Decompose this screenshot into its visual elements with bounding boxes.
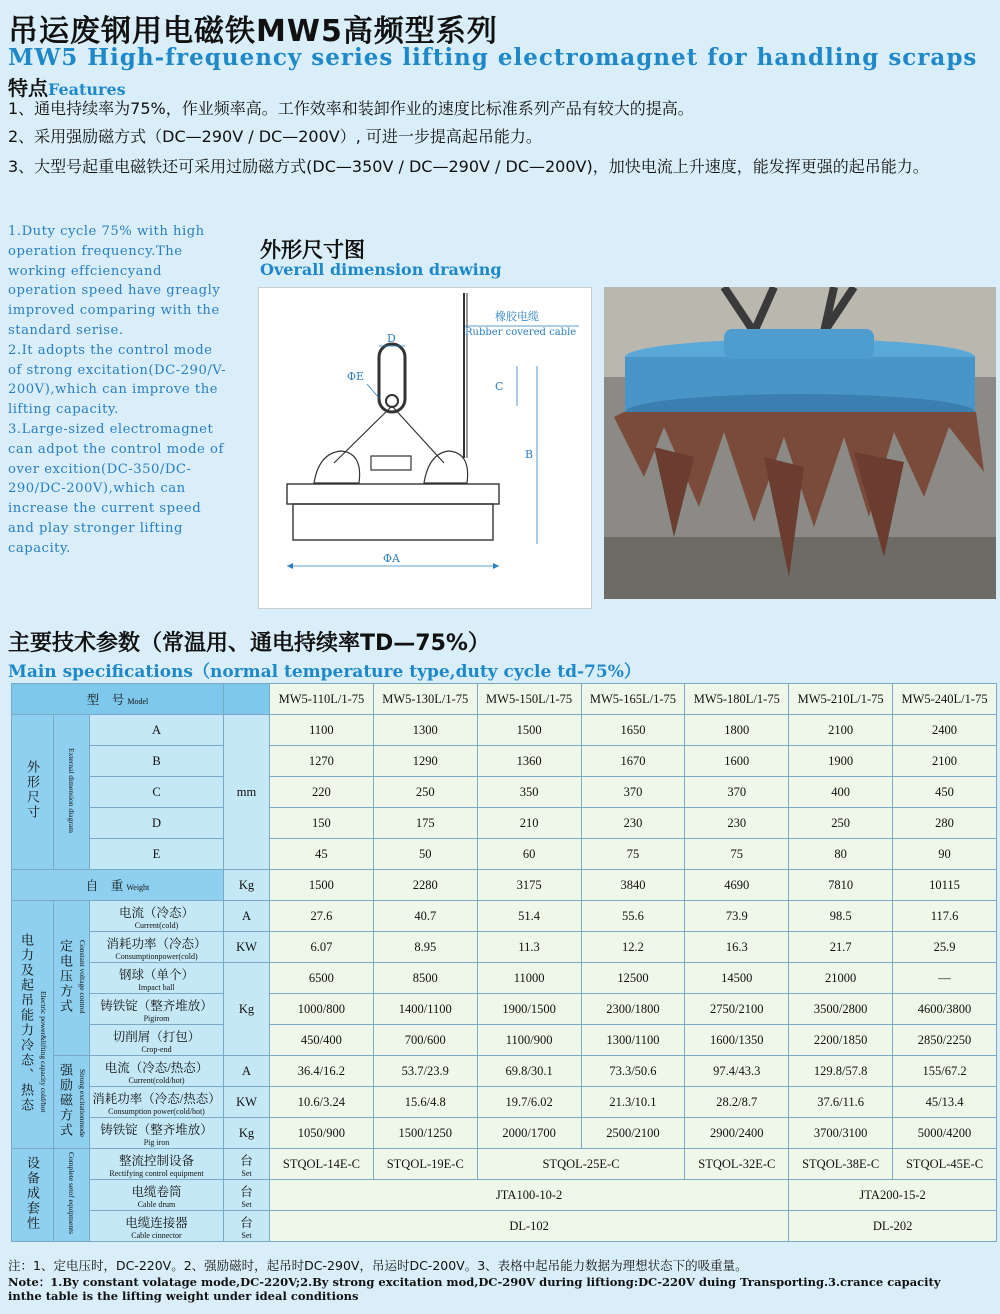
feature-item: 2、采用强励磁方式（DC—290V / DC—200V）, 可进一步提高起吊能力。	[8, 127, 542, 146]
table-cell: STQOL-32E-C	[685, 1149, 789, 1180]
row-unit-cn: 台	[240, 1184, 253, 1199]
power-group-label	[12, 901, 54, 1149]
feature-en-item: 2.It adopts the control mode of strong excitation(DC-290/V-200V),which can improve the lifting capacity.	[8, 342, 227, 418]
table-cell: 230	[581, 808, 685, 839]
row-unit-en: Set	[241, 1199, 252, 1209]
row-label	[90, 994, 224, 1025]
table-cell: 1500	[270, 870, 374, 901]
model-cell: MW5-150L/1-75	[477, 684, 581, 715]
table-cell: —	[893, 963, 997, 994]
row-label-cn: 电缆卷筒	[131, 1184, 182, 1199]
drawing-title-cn: 外形尺寸图	[260, 238, 365, 262]
table-cell: 80	[789, 839, 893, 870]
table-cell: 1600/1350	[685, 1025, 789, 1056]
dimension-drawing-svg	[259, 288, 591, 608]
table-cell: 210	[477, 808, 581, 839]
table-cell: 53.7/23.9	[373, 1056, 477, 1087]
row-label-cn: 消耗功率（冷态）	[106, 936, 207, 951]
table-cell: 117.6	[893, 901, 997, 932]
model-cell: MW5-110L/1-75	[270, 684, 374, 715]
table-cell: 10.6/3.24	[270, 1087, 374, 1118]
dim-unit: mm	[224, 715, 270, 870]
feature-en-item: 1.Duty cycle 75% with high operation frequency.The working effciencyand operation speed have greagly improved comparing with the standard serise.	[8, 224, 221, 338]
row-label-en: Current(cold/hot)	[128, 1075, 185, 1085]
table-cell: 2200/1850	[789, 1025, 893, 1056]
table-cell: 10115	[893, 870, 997, 901]
table-cell: 1670	[581, 746, 685, 777]
eq-group-en: Complete setof equipments	[67, 1151, 76, 1235]
table-cell: 2850/2250	[893, 1025, 997, 1056]
row-label-cn: 整流控制设备	[118, 1153, 194, 1168]
row-label	[90, 1056, 224, 1087]
model-header	[12, 684, 224, 715]
feature-item: 3、大型号起重电磁铁还可采用过励磁方式(DC—350V / DC—290V / DC—200V)，加快电流上升速度，能发挥更强的起吊能力。	[8, 157, 929, 176]
table-header-row	[12, 684, 997, 715]
table-cell: 1290	[373, 746, 477, 777]
table-cell: 36.4/16.2	[270, 1056, 374, 1087]
dim-label-b: B	[525, 448, 534, 461]
weight-unit: Kg	[224, 870, 270, 901]
table-cell: STQOL-38E-C	[789, 1149, 893, 1180]
specs-title-en: Main specifications（normal temperature type,duty cycle td-75%）	[8, 662, 641, 682]
table-cell: 230	[685, 808, 789, 839]
table-cell: 11000	[477, 963, 581, 994]
weight-label	[12, 870, 224, 901]
feature-en-item: 3.Large-sized electromagnet can adpot the control mode of over excition(DC-350/DC-290/DC-200V),which can increase the current speed and play stronger lifting capacity.	[8, 421, 224, 556]
table-cell: DL-202	[789, 1211, 997, 1242]
table-cell: 21000	[789, 963, 893, 994]
table-cell: 28.2/8.7	[685, 1087, 789, 1118]
table-cell: 55.6	[581, 901, 685, 932]
model-cell: MW5-240L/1-75	[893, 684, 997, 715]
table-cell: 250	[789, 808, 893, 839]
se-group-cn: 强励磁方式	[57, 1062, 73, 1138]
table-row	[12, 777, 997, 808]
table-cell: 75	[685, 839, 789, 870]
row-label	[90, 1025, 224, 1056]
model-cell: MW5-165L/1-75	[581, 684, 685, 715]
table-cell: 14500	[685, 963, 789, 994]
row-label-cn: 消耗功率（冷态/热态）	[92, 1091, 221, 1106]
table-cell: 400	[789, 777, 893, 808]
table-cell: 155/67.2	[893, 1056, 997, 1087]
row-unit-en: Set	[241, 1168, 252, 1178]
unit-header	[224, 684, 270, 715]
weight-label-cn: 自 重	[85, 879, 124, 893]
dim-label: D	[90, 808, 224, 839]
dim-group-cn: 外形尺寸	[25, 760, 40, 820]
table-cell: 15.6/4.8	[373, 1087, 477, 1118]
features-heading	[8, 72, 126, 101]
table-cell: 45	[270, 839, 374, 870]
table-cell: 2100	[789, 715, 893, 746]
row-label	[90, 932, 224, 963]
table-cell: 37.6/11.6	[789, 1087, 893, 1118]
row-label-en: Pig iron	[143, 1137, 170, 1147]
table-row	[12, 1118, 997, 1149]
table-row	[12, 1180, 997, 1211]
dim-label: C	[90, 777, 224, 808]
table-cell: 69.8/30.1	[477, 1056, 581, 1087]
table-row	[12, 1087, 997, 1118]
page-subtitle: MW5 High-frequency series lifting electromagnet for handling scraps	[8, 44, 978, 71]
table-cell: 45/13.4	[893, 1087, 997, 1118]
product-photo-svg	[604, 287, 996, 599]
table-cell: 21.3/10.1	[581, 1087, 685, 1118]
dimension-drawing	[258, 287, 592, 609]
drawing-title-en: Overall dimension drawing	[260, 260, 502, 279]
table-cell: 5000/4200	[893, 1118, 997, 1149]
eq-group-label	[12, 1149, 54, 1242]
row-label-cn: 铸铁锭（整齐堆放）	[100, 998, 213, 1013]
features-english	[8, 222, 230, 559]
table-cell: 250	[373, 777, 477, 808]
table-cell: 1050/900	[270, 1118, 374, 1149]
row-label-en: Current(cold)	[134, 920, 179, 930]
table-cell: 2900/2400	[685, 1118, 789, 1149]
table-cell: 1900	[789, 746, 893, 777]
table-cell: 350	[477, 777, 581, 808]
table-cell: STQOL-19E-C	[373, 1149, 477, 1180]
note-en: Note：1.By constant volatage mode,DC-220V;2.By strong excitation mod,DC-290V during liftiong:DC-220V duing Transporting.3.crance capacity inthe table is the lifting weight under ideal conditions	[8, 1275, 941, 1303]
table-cell: 6500	[270, 963, 374, 994]
product-photo	[604, 287, 996, 599]
table-row	[12, 808, 997, 839]
table-cell: 1650	[581, 715, 685, 746]
table-cell: STQOL-45E-C	[893, 1149, 997, 1180]
table-cell: 6.07	[270, 932, 374, 963]
table-cell: 280	[893, 808, 997, 839]
row-label	[90, 901, 224, 932]
row-label	[90, 1087, 224, 1118]
table-row	[12, 870, 997, 901]
table-cell: 21.7	[789, 932, 893, 963]
model-cell: MW5-210L/1-75	[789, 684, 893, 715]
table-row	[12, 1025, 997, 1056]
row-unit-en: Set	[241, 1230, 252, 1240]
model-label-en: Model	[127, 697, 149, 706]
weight-label-en: Weight	[126, 883, 150, 892]
table-cell: 1900/1500	[477, 994, 581, 1025]
table-row	[12, 932, 997, 963]
table-cell: 11.3	[477, 932, 581, 963]
table-cell: 370	[581, 777, 685, 808]
features-label-en: Features	[48, 80, 126, 99]
table-row	[12, 901, 997, 932]
row-label	[90, 1149, 224, 1180]
dim-label-a: ΦA	[383, 552, 400, 565]
row-label-en: Crop-end	[141, 1044, 172, 1054]
table-row	[12, 746, 997, 777]
dim-label: E	[90, 839, 224, 870]
table-cell: 1600	[685, 746, 789, 777]
table-cell: 90	[893, 839, 997, 870]
table-cell: 7810	[789, 870, 893, 901]
table-cell: 1500	[477, 715, 581, 746]
table-cell: 16.3	[685, 932, 789, 963]
table-cell: 3840	[581, 870, 685, 901]
table-cell: 4600/3800	[893, 994, 997, 1025]
row-label-en: Cable cinnector	[131, 1230, 182, 1240]
eq-group-cn: 设备成套性	[25, 1155, 40, 1231]
table-cell: 1100	[270, 715, 374, 746]
table-cell: 2000/1700	[477, 1118, 581, 1149]
table-row	[12, 715, 997, 746]
row-label	[90, 1118, 224, 1149]
specs-title-cn: 主要技术参数（常温用、通电持续率TD—75%）	[8, 631, 490, 656]
row-unit: KW	[224, 1087, 270, 1118]
cv-group-label	[54, 901, 90, 1056]
table-cell: 73.3/50.6	[581, 1056, 685, 1087]
row-unit-cn: 台	[240, 1215, 253, 1230]
row-label-en: Rectifying control equipment	[109, 1168, 204, 1178]
dim-label: B	[90, 746, 224, 777]
table-row	[12, 839, 997, 870]
note-cn: 注：1、定电压时，DC-220V。2、强励磁时，起吊时DC-290V，吊运时DC-200V。3、表格中起吊能力数据为理想状态下的吸重量。	[8, 1258, 748, 1273]
table-cell: 1800	[685, 715, 789, 746]
row-label-cn: 铸铁锭（整齐堆放）	[100, 1122, 213, 1137]
model-cell: MW5-180L/1-75	[685, 684, 789, 715]
model-cell: MW5-130L/1-75	[373, 684, 477, 715]
dim-group-en-cell	[54, 715, 90, 870]
table-cell: 12.2	[581, 932, 685, 963]
se-group-en: Strong excitationmode	[78, 1069, 88, 1138]
dim-label-e: ΦE	[347, 370, 365, 383]
dim-label: A	[90, 715, 224, 746]
table-cell: 19.7/6.02	[477, 1087, 581, 1118]
table-cell: 1400/1100	[373, 994, 477, 1025]
table-cell: 220	[270, 777, 374, 808]
table-cell: 50	[373, 839, 477, 870]
table-row	[12, 994, 997, 1025]
row-label-cn: 切削屑（打包）	[112, 1029, 201, 1044]
table-cell: DL-102	[270, 1211, 789, 1242]
cv-group-cn: 定电压方式	[57, 938, 73, 1014]
table-cell: 51.4	[477, 901, 581, 932]
table-cell: 2500/2100	[581, 1118, 685, 1149]
table-cell: 700/600	[373, 1025, 477, 1056]
table-cell: 129.8/57.8	[789, 1056, 893, 1087]
table-cell: 8.95	[373, 932, 477, 963]
row-label-en: Pigirom	[143, 1013, 170, 1023]
table-cell: 370	[685, 777, 789, 808]
dim-label-d: D	[387, 332, 396, 345]
row-unit: Kg	[224, 1118, 270, 1149]
table-cell: 98.5	[789, 901, 893, 932]
table-cell: 40.7	[373, 901, 477, 932]
power-group-en: Electric power&lifting capacity cold/hot	[39, 991, 49, 1113]
row-unit-cn: 台	[240, 1153, 253, 1168]
table-cell: 1270	[270, 746, 374, 777]
table-cell: 8500	[373, 963, 477, 994]
feature-item: 1、通电持续率为75%，作业频率高。工作效率和装卸作业的速度比标准系列产品有较大的提高。	[8, 99, 694, 118]
table-cell: 1300/1100	[581, 1025, 685, 1056]
cv-group-en: Constant voltage control	[78, 939, 88, 1014]
dim-group-en: External dimension diagram	[67, 747, 76, 833]
table-cell: 60	[477, 839, 581, 870]
table-cell: 73.9	[685, 901, 789, 932]
model-label-cn: 型 号	[86, 693, 125, 707]
table-cell: 3500/2800	[789, 994, 893, 1025]
row-label-en: Impact ball	[138, 982, 175, 992]
table-cell: 4690	[685, 870, 789, 901]
table-cell: 450/400	[270, 1025, 374, 1056]
row-unit	[224, 1149, 270, 1180]
table-cell: 75	[581, 839, 685, 870]
table-cell: 450	[893, 777, 997, 808]
row-label-cn: 钢球（单个）	[118, 967, 194, 982]
table-cell: 1100/900	[477, 1025, 581, 1056]
table-cell: 2750/2100	[685, 994, 789, 1025]
spec-table	[11, 683, 997, 1242]
table-cell: JTA100-10-2	[270, 1180, 789, 1211]
dim-label-c: C	[495, 380, 504, 393]
eq-group-en-cell	[54, 1149, 90, 1242]
row-unit: Kg	[224, 963, 270, 1056]
table-row	[12, 1056, 997, 1087]
table-cell: STQOL-14E-C	[270, 1149, 374, 1180]
row-label-cn: 电缆连接器	[125, 1215, 188, 1230]
table-cell: 1000/800	[270, 994, 374, 1025]
table-cell: 3700/3100	[789, 1118, 893, 1149]
row-label	[90, 1211, 224, 1242]
row-label-cn: 电流（冷态/热态）	[104, 1060, 209, 1075]
row-unit: KW	[224, 932, 270, 963]
cable-label-cn: 橡胶电缆	[495, 310, 539, 323]
table-cell: 12500	[581, 963, 685, 994]
table-cell: 2300/1800	[581, 994, 685, 1025]
table-cell: 175	[373, 808, 477, 839]
table-cell: 1500/1250	[373, 1118, 477, 1149]
table-cell: STQOL-25E-C	[477, 1149, 685, 1180]
row-unit: A	[224, 1056, 270, 1087]
table-cell: JTA200-15-2	[789, 1180, 997, 1211]
row-label	[90, 963, 224, 994]
cable-label-en: Rubber covered cable	[465, 327, 577, 338]
power-group-cn: 电力及起吊能力冷态、热态	[18, 932, 34, 1113]
page-title: 吊运废钢用电磁铁MW5高频型系列	[8, 14, 498, 49]
table-cell: 3175	[477, 870, 581, 901]
row-label	[90, 1180, 224, 1211]
dim-group-label	[12, 715, 54, 870]
table-cell: 1300	[373, 715, 477, 746]
row-label-en: Cable drum	[137, 1199, 176, 1209]
table-row	[12, 1149, 997, 1180]
row-label-en: Consumptionpower(cold)	[115, 951, 198, 961]
table-cell: 150	[270, 808, 374, 839]
table-cell: 1360	[477, 746, 581, 777]
table-cell: 27.6	[270, 901, 374, 932]
table-cell: 97.4/43.3	[685, 1056, 789, 1087]
row-label-en: Consumption power(cold/hot)	[108, 1106, 205, 1116]
table-row	[12, 963, 997, 994]
table-cell: 2100	[893, 746, 997, 777]
table-cell: 2400	[893, 715, 997, 746]
row-unit	[224, 1211, 270, 1242]
features-label-cn: 特点	[8, 76, 48, 100]
table-row	[12, 1211, 997, 1242]
table-cell: 2280	[373, 870, 477, 901]
table-cell: 25.9	[893, 932, 997, 963]
row-label-cn: 电流（冷态）	[118, 905, 194, 920]
row-unit: A	[224, 901, 270, 932]
row-unit	[224, 1180, 270, 1211]
se-group-label	[54, 1056, 90, 1149]
